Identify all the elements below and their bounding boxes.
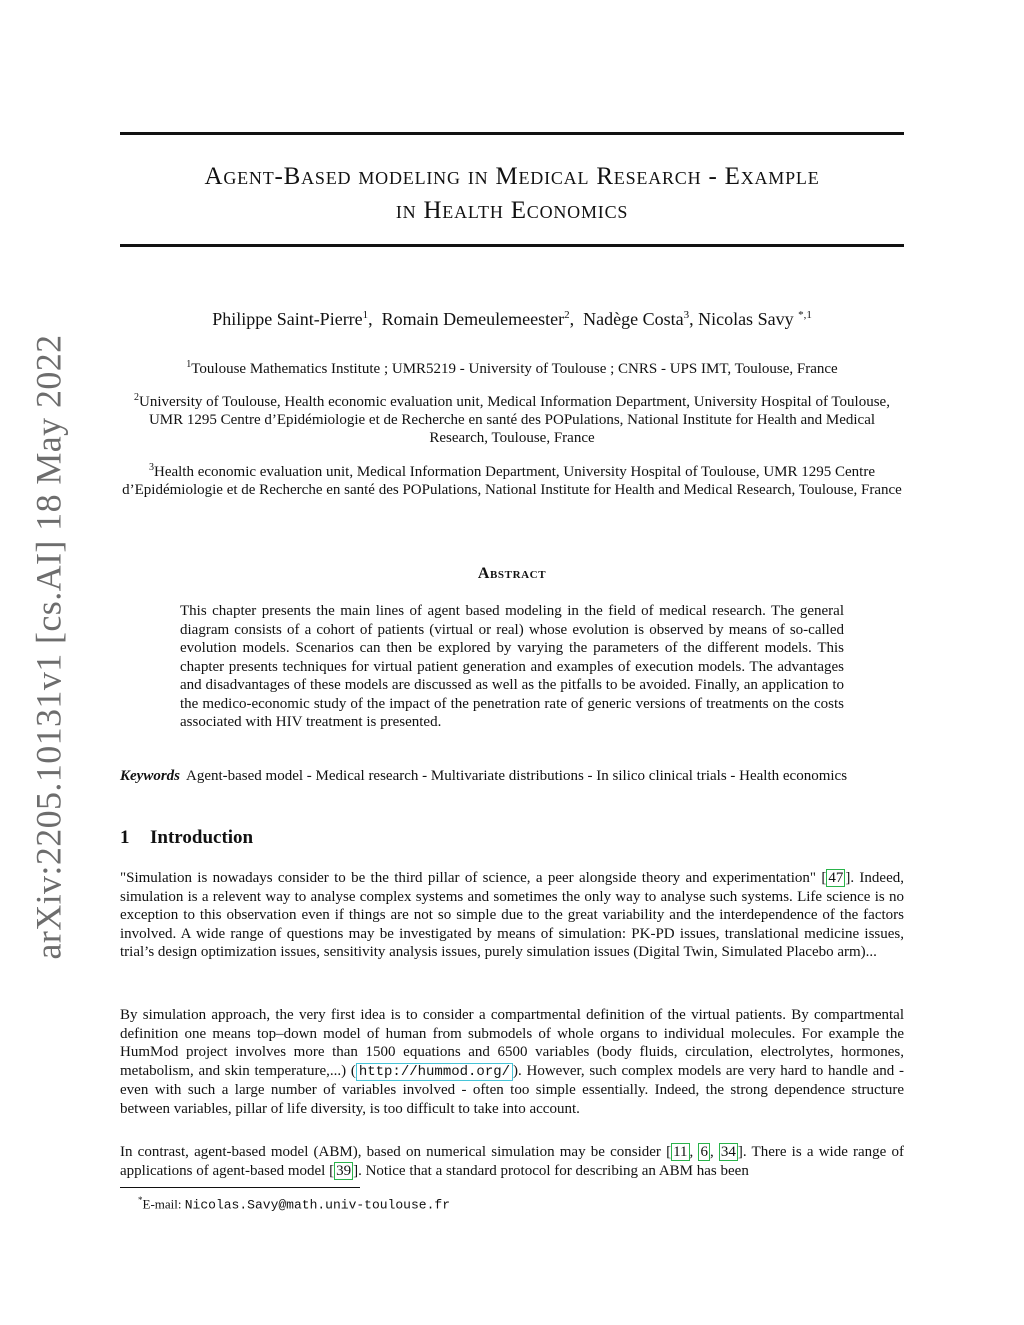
footnote-email[interactable]: Nicolas.Savy@math.univ-toulouse.fr (184, 1197, 450, 1213)
affiliation: $^3$Health economic evaluation unit, Medical Information Department, University Hospital of Toulouse, UMR 1295 Centre d’Epidémiologie et de Recherche en santé des POPulations, National Institute for Health and Medical Research, Toulouse, France (122, 462, 902, 498)
citation-link[interactable]: 47 (828, 870, 844, 886)
citation-link[interactable]: 34 (720, 1144, 736, 1160)
affiliation: $^2$University of Toulouse, Health economic evaluation unit, Medical Information Department, University Hospital of Toulouse, UMR 1295 Centre d’Epidémiologie et de Recherche en santé des POPulations, National Institute for Health and Medical Research, Toulouse, France (134, 392, 890, 446)
footnote: *E-mail: Nicolas.Savy@math.univ-toulouse.fr (138, 1195, 450, 1213)
keywords-text: Agent-based model - Medical research - Multivariate distributions - In silico clinical trials - Health economics (186, 768, 848, 784)
title-rule-top (120, 132, 904, 135)
body-paragraph: By simulation approach, the very first idea is to consider a compartmental definition of the virtual patients. By compartmental definition one means top–down model of human from submodels of whole organs to individual molecules. For example the HumMod project involves more than 1500 equations and 6500 variables (body fluids, circulation, electrolytes, hormones, metabolism, and skin temperature,...) ( http://hummod.org/ ). However, such complex models are very hard to handle and - even with such a large number of variables involved - often too simple essentially. Indeed, the strong dependence structure between variables, pillar of life diversity, is too difficult to take into account. (120, 1007, 904, 1117)
citation-link[interactable]: 39 (336, 1162, 352, 1179)
abstract-heading: Abstract (477, 565, 547, 582)
citation-link[interactable]: 11 (673, 1144, 688, 1160)
keywords-label: Keywords (120, 768, 180, 784)
title-rule-bottom (120, 244, 904, 247)
body-paragraph: In contrast, agent-based model (ABM), based on numerical simulation may be consider [ 11 , 6 , 34 ]. There is a wide range of applications of agent-based model [ 39 ]. Notice that a standard protocol for describing an ABM has been (120, 1144, 904, 1179)
title-line-1: Agent-Based modeling in Medical Research - Example (204, 163, 820, 190)
author: Romain Demeulemeester$^2$ (381, 309, 570, 329)
author-list: Philippe Saint-Pierre$^1$, Romain Demeulemeester$^2$, Nadège Costa$^3$, Nicolas Savy $^{*,1}$ (212, 309, 812, 329)
section-number: 1 (120, 827, 130, 848)
affiliation: $^1$Toulouse Mathematics Institute ; UMR5219 - University of Toulouse ; CNRS - UPS IMT, Toulouse, France (186, 359, 838, 377)
arxiv-identifier-text: arXiv:2205.10131v1 [cs.AI] 18 May 2022 (29, 334, 70, 960)
section-title: Introduction (150, 827, 254, 848)
section-heading (120, 827, 904, 849)
url-link[interactable]: http://hummod.org/ (356, 1063, 513, 1081)
author: Nadège Costa$^3$ (583, 309, 690, 329)
author: Philippe Saint-Pierre$^1$ (212, 309, 369, 329)
title-line-2: in Health Economics (395, 197, 629, 224)
abstract-text: This chapter presents the main lines of agent based modeling in the field of medical research. The general diagram consists of a cohort of patients (virtual or real) whose evolution is observed by means of so-called evolution models. Scenarios can then be explored by varying the parameters of the different models. This chapter presents techniques for virtual patient generation and examples of execution models. The advantages and disadvantages of these models are discussed as well as the pitfalls to be avoided. Finally, an application to the medico-economic study of the impact of the penetration rate of generic versions of treatments on the costs associated with HIV treatment is presented. (180, 603, 844, 730)
footnote-rule (120, 1187, 360, 1188)
arxiv-identifier (26, 334, 72, 960)
paper-title (120, 160, 904, 228)
citation-link[interactable]: 6 (700, 1144, 708, 1160)
keywords (120, 767, 904, 785)
author: Nicolas Savy $^{*,1}$ (698, 309, 812, 329)
body-paragraph: "Simulation is nowadays consider to be the third pillar of science, a peer alongside theory and experimentation" [ 47 ]. Indeed, simulation is a relevent way to analyse complex systems and sometimes the only way to analyse such systems. Life science is no exception to this observation even if things are not so simple due to the great variability and the interdependence of the factors involved. A wide range of questions may be investigated by means of simulation: PK-PD issues, translational medicine issues, trial’s design optimization issues, sensitivity analysis issues, purely simulation issues (Digital Twin, Simulated Placebo arm)... (120, 870, 904, 960)
